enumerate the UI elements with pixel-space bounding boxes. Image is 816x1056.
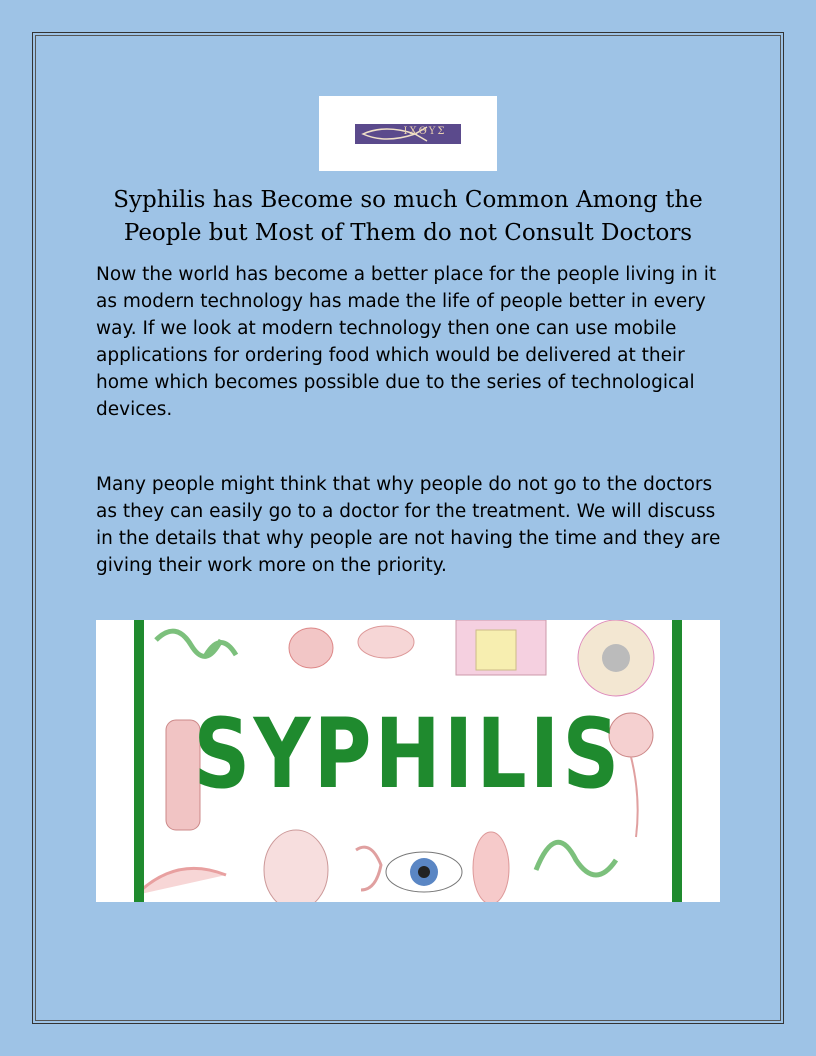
green-border-left xyxy=(134,620,144,902)
paragraph-2: Many people might think that why people do not go to the doctors as they can easily go to a doctor for the treatment. We will discuss in the details that why people are not having the time and they are giving their work more on the priority. xyxy=(96,474,721,576)
logo xyxy=(319,96,497,171)
document-title: Syphilis has Become so much Common Among the People but Most of Them do not Consult Doctors xyxy=(113,187,703,246)
logo-text: ΙΧΘΥΣ xyxy=(403,126,447,137)
illustration-title: SYPHILIS xyxy=(193,698,623,810)
green-border-right xyxy=(672,620,682,902)
paragraph-1: Now the world has become a better place for the people living in it as modern technology has made the life of people better in every way. If we look at modern technology then one can use mobile applications for ordering food which would be delivered at their home which becomes possible due to the series of technological devices. xyxy=(96,264,717,420)
fish-logo-icon xyxy=(355,124,461,144)
syphilis-illustration xyxy=(96,620,720,902)
